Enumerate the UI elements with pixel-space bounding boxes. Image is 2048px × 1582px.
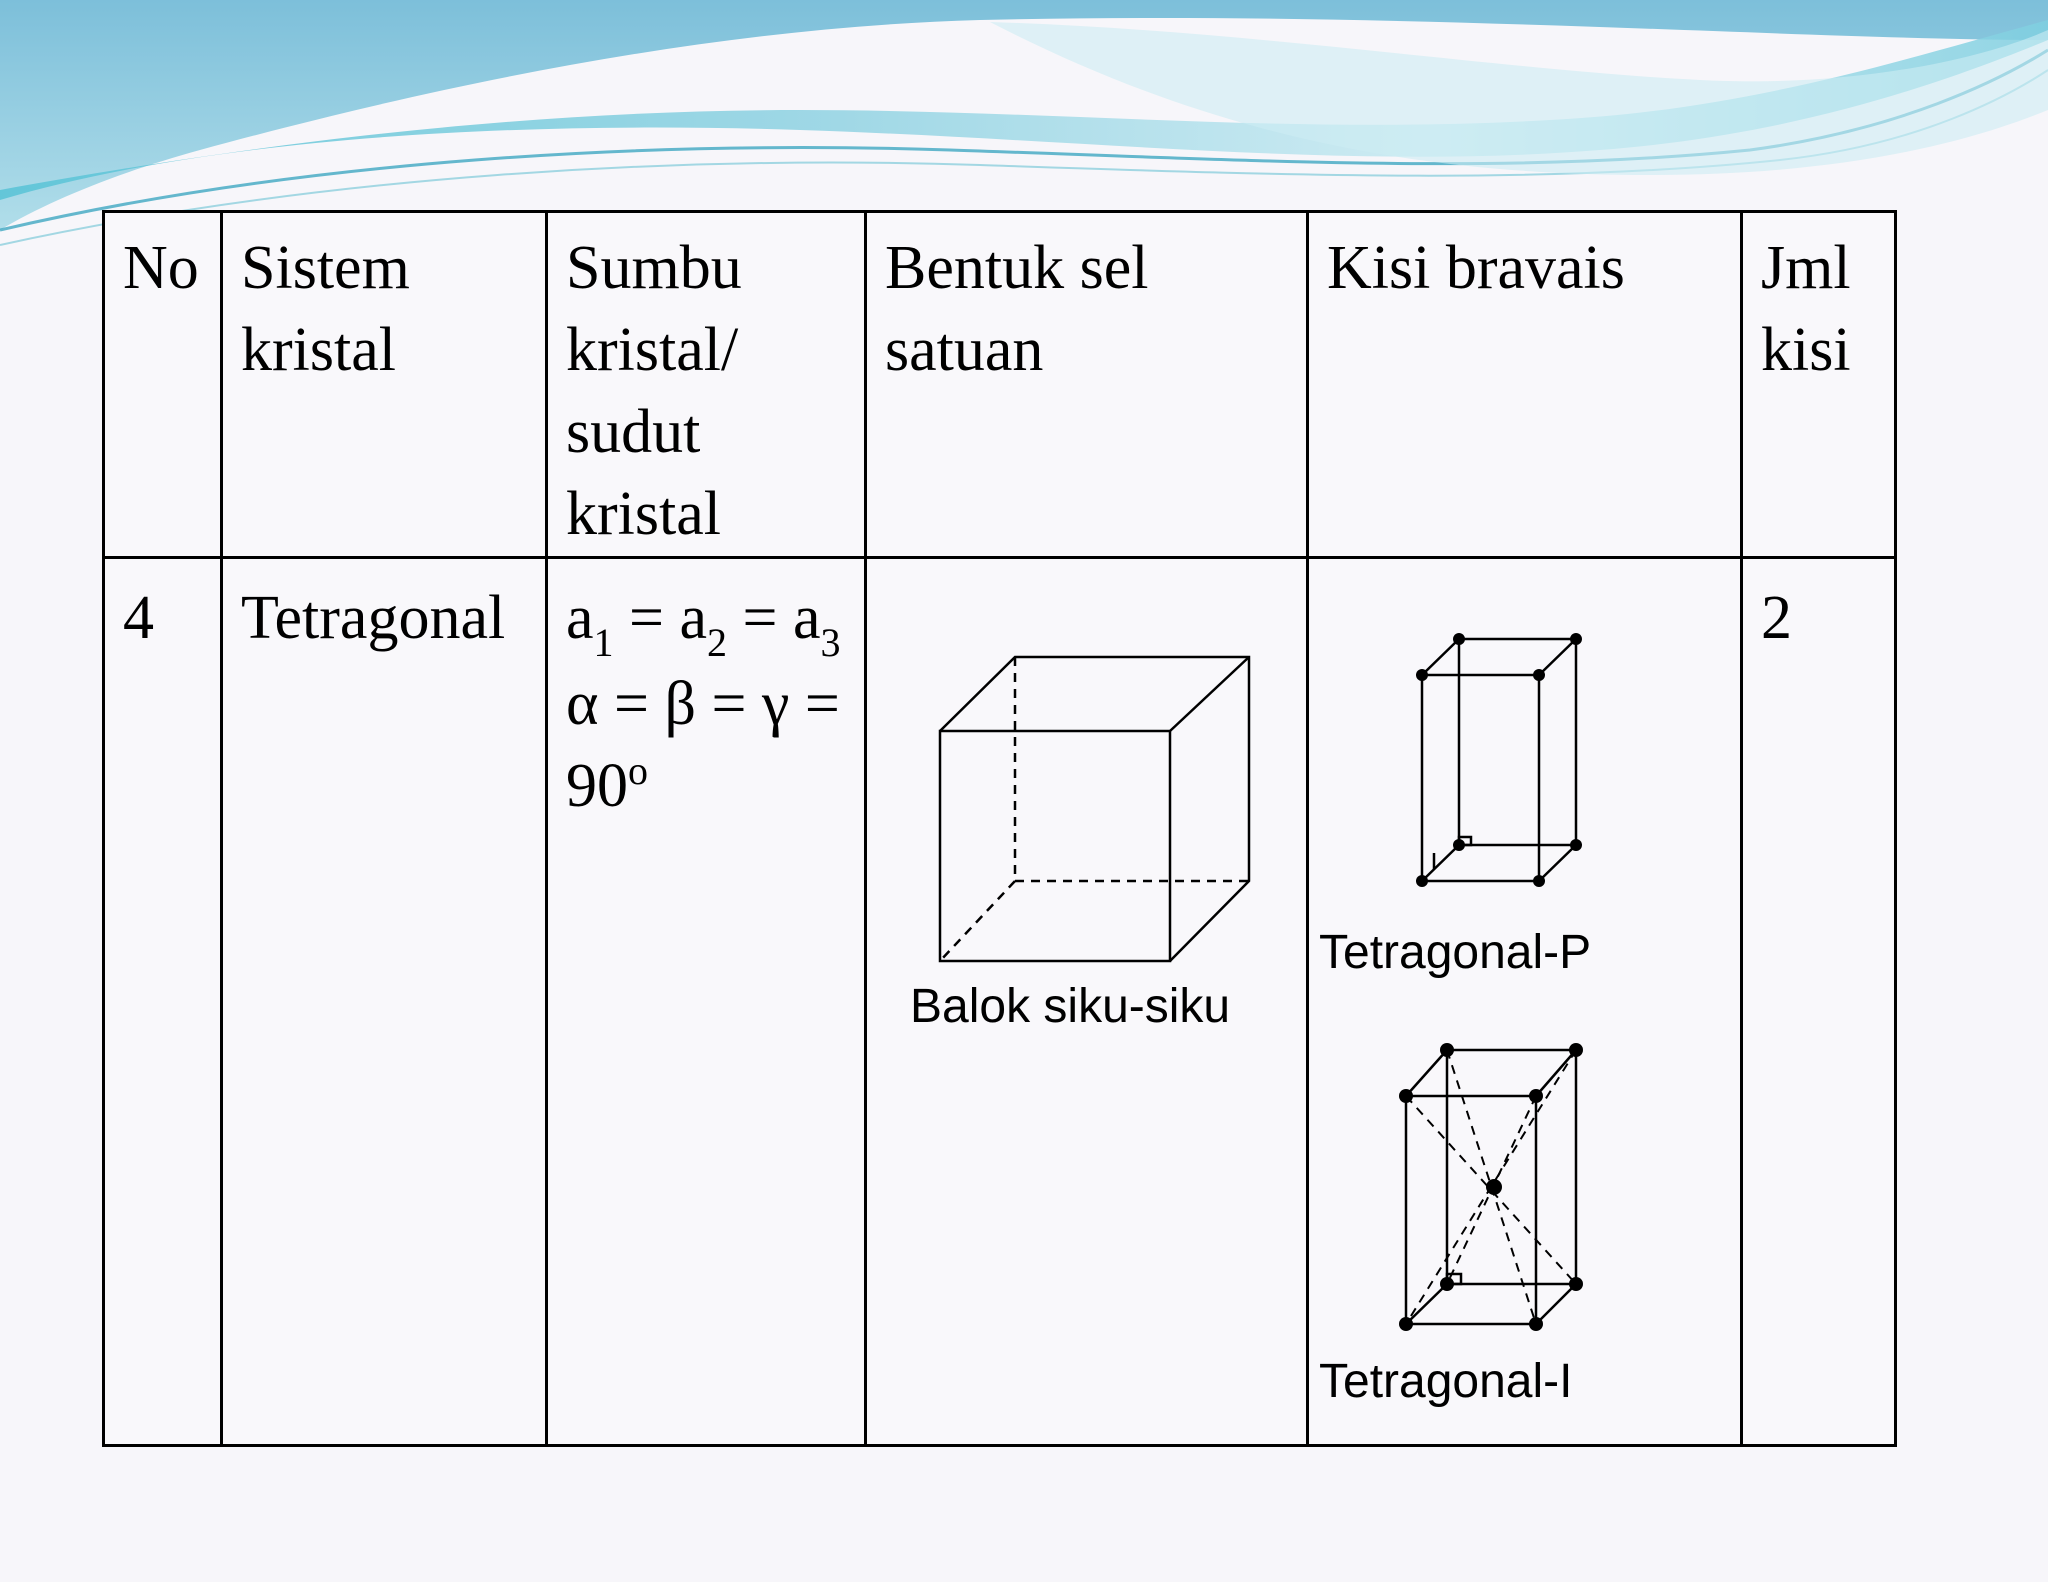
cell-no: 4: [104, 558, 222, 1446]
table-header-row: [104, 212, 1896, 558]
header-bentuk-sel: Bentuk sel satuan: [866, 212, 1308, 558]
tetragonal-p-lattice: [1422, 639, 1576, 881]
header-sumbu-kristal: Sumbu kristal/ sudut kristal: [547, 212, 866, 558]
cell-jml-kisi: 2: [1742, 558, 1896, 1446]
table-row: [104, 558, 1896, 1446]
header-sistem-kristal: Sistem kristal: [222, 212, 547, 558]
caption-tetragonal-i: Tetragonal-I: [1319, 1355, 1573, 1408]
header-no: No: [104, 212, 222, 558]
cell-bentuk-sel: [866, 558, 1308, 1446]
header-kisi-bravais: Kisi bravais: [1308, 212, 1742, 558]
cell-sistem: Tetragonal: [222, 558, 547, 1446]
cell-kisi-bravais: [1308, 558, 1742, 1446]
header-jml-kisi: Jml kisi: [1742, 212, 1896, 558]
crystal-system-table: [102, 210, 1897, 1447]
caption-balok: Balok siku-siku: [910, 980, 1231, 1033]
axis-equation: $a_1 = a_2 = a_3$: [566, 584, 841, 665]
angle-equation: $\alpha = \beta = \gamma = 90^o$: [566, 670, 840, 820]
caption-tetragonal-p: Tetragonal-P: [1319, 926, 1592, 979]
tetragonal-lattice-figures: [1309, 559, 1742, 1439]
cell-sumbu: [547, 558, 866, 1446]
